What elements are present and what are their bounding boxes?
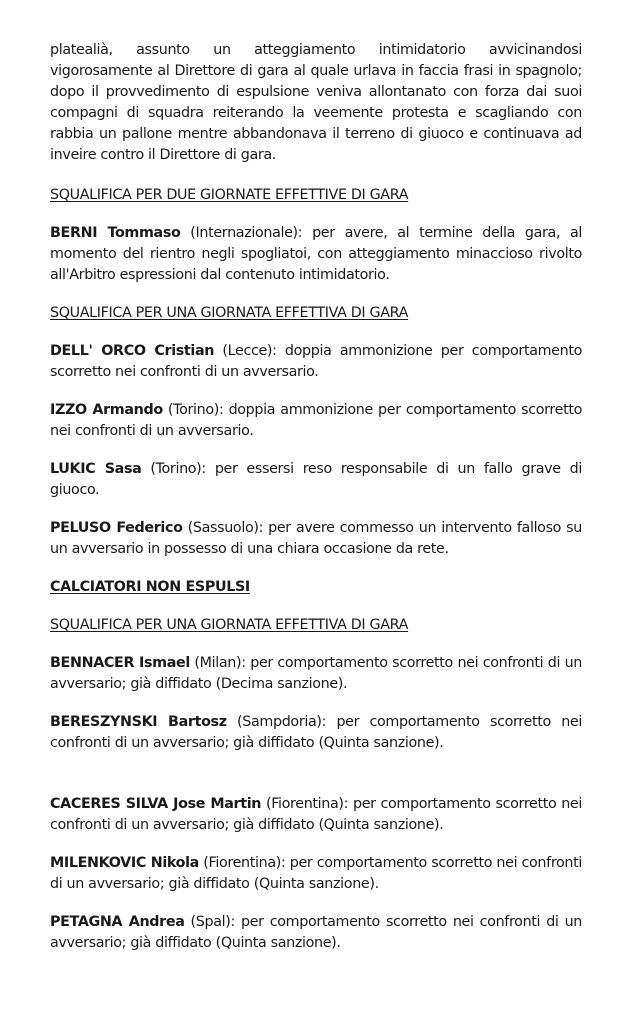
- sanction-entry: [50, 794, 582, 836]
- section-heading-two-matches: SQUALIFICA PER DUE GIORNATE EFFETTIVE DI GARA: [50, 187, 409, 203]
- player-name: BERNI Tommaso: [50, 225, 181, 241]
- player-club: (Sassuolo): [182, 520, 259, 536]
- sanction-text: : per comportamento scorretto nei confronti di un avversario; già diffidato (Quinta sanzione).: [50, 855, 583, 892]
- player-name: CACERES SILVA Jose Martin: [50, 796, 262, 812]
- sanction-entry: [50, 912, 582, 954]
- sanction-entry: [50, 712, 582, 754]
- sanction-text: : doppia ammonizione per comportamento scorretto nei confronti di un avversario.: [50, 402, 582, 439]
- sanction-entry: [50, 653, 582, 695]
- sanction-text: : per essersi reso responsabile di un fallo grave di giuoco.: [50, 461, 582, 498]
- player-club: (Lecce): [214, 343, 273, 359]
- sanction-entry: [50, 853, 582, 895]
- player-name: IZZO Armando: [50, 402, 163, 418]
- player-name: PETAGNA Andrea: [50, 914, 185, 930]
- sanction-entry: [50, 341, 582, 383]
- sanction-text: : per avere, al termine della gara, al momento del rientro negli spogliatoi, con atteggiamento minaccioso rivolto all'Arbitro espressioni dal contenuto intimidatorio.: [50, 225, 582, 283]
- sanction-entry: [50, 518, 582, 560]
- player-club: (Fiorentina): [198, 855, 281, 871]
- player-club: (Fiorentina): [261, 796, 344, 812]
- sanction-text: : per comportamento scorretto nei confronti di un avversario; già diffidato (Quinta sanzione).: [50, 714, 583, 751]
- sanction-entry: [50, 459, 582, 501]
- player-name: PELUSO Federico: [50, 520, 183, 536]
- sanction-entry: [50, 223, 582, 286]
- player-club: (Torino): [162, 402, 219, 418]
- player-club: (Torino): [141, 461, 202, 477]
- sanction-text: : doppia ammonizione per comportamento scorretto nei confronti di un avversario.: [50, 343, 582, 380]
- sanction-text: : per comportamento scorretto nei confronti di un avversario; già diffidato (Quinta sanzione).: [50, 796, 583, 833]
- sanction-text: : per comportamento scorretto nei confronti di un avversario; già diffidato (Decima sanzione).: [50, 655, 582, 692]
- player-name: BENNACER Ismael: [50, 655, 190, 671]
- document-page: [50, 40, 582, 971]
- intro-paragraph: platealià, assunto un atteggiamento intimidatorio avvicinandosi vigorosamente al Direttore di gara al quale urlava in faccia frasi in spagnolo; dopo il provvedimento di espulsione veniva allontanato con forza dai suoi compagni di squadra reiterando la veemente protesta e scagliando con rabbia un pallone mentre abbandonava il terreno di giuoco e continuava ad inveire contro il Direttore di gara.: [50, 42, 582, 163]
- player-club: (Internazionale): [180, 225, 298, 241]
- sanction-entry: [50, 400, 582, 442]
- player-name: DELL' ORCO Cristian: [50, 343, 215, 359]
- player-name: MILENKOVIC Nikola: [50, 855, 199, 871]
- player-club: (Spal): [184, 914, 231, 930]
- player-name: LUKIC Sasa: [50, 461, 142, 477]
- section-title-not-expelled: CALCIATORI NON ESPULSI: [50, 579, 250, 595]
- player-club: (Sampdoria): [226, 714, 322, 730]
- player-club: (Milan): [189, 655, 242, 671]
- sanction-text: : per comportamento scorretto nei confronti di un avversario; già diffidato (Quinta sanzione).: [50, 914, 582, 951]
- sanction-text: : per avere commesso un intervento falloso su un avversario in possesso di una chiara occasione da rete.: [50, 520, 582, 557]
- player-name: BERESZYNSKI Bartosz: [50, 714, 227, 730]
- section-heading-one-match: SQUALIFICA PER UNA GIORNATA EFFETTIVA DI GARA: [50, 305, 409, 321]
- section-heading-one-match: SQUALIFICA PER UNA GIORNATA EFFETTIVA DI GARA: [50, 617, 409, 633]
